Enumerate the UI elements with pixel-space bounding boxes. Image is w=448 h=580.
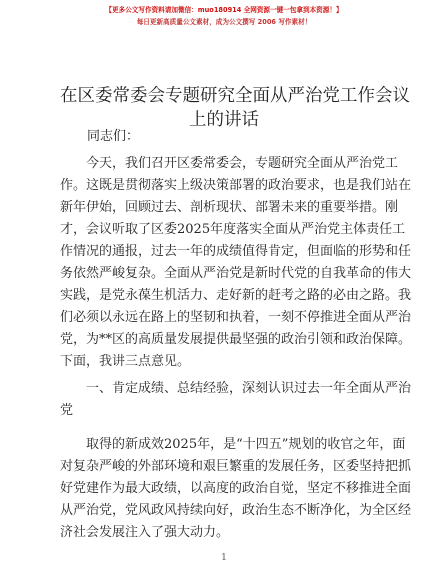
page-number: 1 <box>221 553 227 563</box>
body-line: 党，为**区的高质量发展提供最坚强的政治引领和政治保障。 <box>60 332 412 347</box>
body-line: 取得的新成效2025年，是“十四五”规划的收官之年，面 <box>86 437 406 452</box>
section-heading-line: 党 <box>60 403 74 418</box>
body-line: 务依然严峻复杂。全面从严治党是新时代党的自我革命的伟大 <box>60 266 412 281</box>
body-line: 新年伊始，回顾过去、剖析现状、部署未来的重要举措。刚 <box>60 200 399 215</box>
body-line: 作情况的通报，过去一年的成绩值得肯定，但面临的形势和任 <box>60 244 412 259</box>
body-line: 作。这既是贯彻落实上级决策部署的政治要求，也是我们站在 <box>60 178 412 193</box>
promo-banner-line-1: 【更多公文写作资料请加微信：muo180914 全网资源一键一包拿到本资源！】 <box>105 6 343 14</box>
body-line: 济社会发展注入了强大动力。 <box>60 525 230 540</box>
body-line: 才，会议听取了区委2025年度落实全面从严治党主体责任工 <box>60 222 406 237</box>
body-line: 们必须以永远在路上的坚韧和执着，一刻不停推进全面从严治 <box>60 310 412 325</box>
body-line: 实践，是党永葆生机活力、走好新的赶考之路的必由之路。我 <box>60 288 412 303</box>
document-title-line-1: 在区委常委会专题研究全面从严治党工作会议 <box>60 86 410 106</box>
body-line: 下面，我讲三点意见。 <box>60 354 191 369</box>
document-title <box>60 84 410 132</box>
section-heading-line: 一、肯定成绩、总结经验，深刻认识过去一年全面从严治 <box>86 381 412 396</box>
body-line: 从严治党，党风政风持续向好，政治生态不断净化，为全区经 <box>60 503 412 518</box>
promo-banner-line-2: 每日更新高质量公文素材，成为公文撰写 2006 写作素材！ <box>136 18 312 26</box>
promo-banner <box>0 4 448 28</box>
body-line: 今天，我们召开区委常委会，专题研究全面从严治党工 <box>86 156 399 171</box>
body-line: 好党建作为最大政绩，以高度的政治自觉，坚定不移推进全面 <box>60 481 412 496</box>
body-line: 对复杂严峻的外部环境和艰巨繁重的发展任务，区委坚持把抓 <box>60 459 412 474</box>
document-title-line-2: 上的讲话 <box>189 110 259 130</box>
salutation: 同志们： <box>87 129 140 144</box>
